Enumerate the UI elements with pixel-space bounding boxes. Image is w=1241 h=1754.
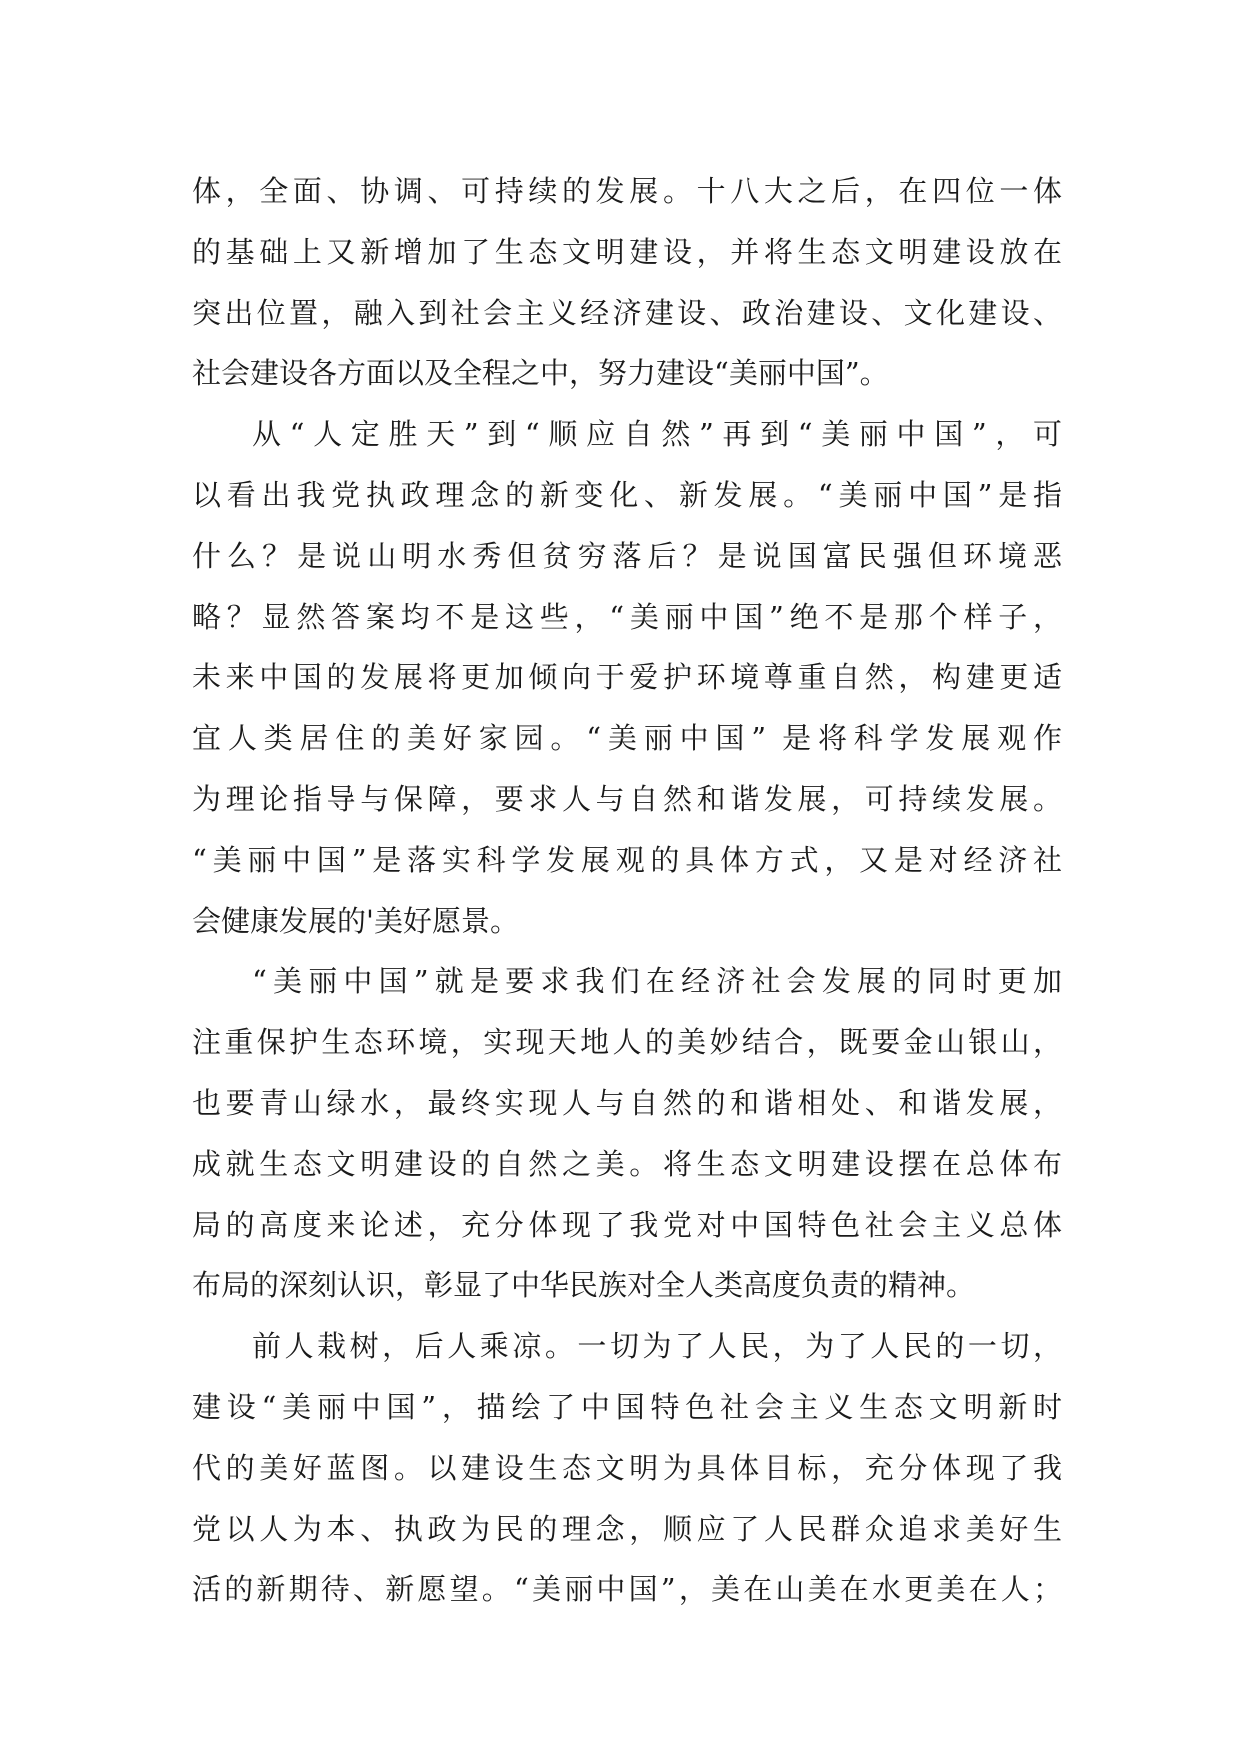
- text-line: 代的美好蓝图。以建设生态文明为具体目标，充分体现了我: [192, 1450, 1062, 1485]
- text-line: 体，全面、协调、可持续的发展。十八大之后，在四位一体: [192, 174, 1062, 208]
- paragraph-end-line: 社会建设各方面以及全程之中，努力建设“美丽中国”。: [192, 356, 889, 391]
- text-line: 的基础上又新增加了生态文明建设，并将生态文明建设放在: [192, 234, 1062, 269]
- text-line: 略？显然答案均不是这些，“美丽中国”绝不是那个样子，: [192, 599, 1062, 634]
- text-line: 以看出我党执政理念的新变化、新发展。“美丽中国”是指: [192, 477, 1062, 512]
- text-line: 未来中国的发展将更加倾向于爱护环境尊重自然，构建更适: [192, 660, 1062, 695]
- text-line: 建设“美丽中国”，描绘了中国特色社会主义生态文明新时: [192, 1389, 1062, 1424]
- body-text: [192, 161, 1062, 1620]
- paragraph-end-line: 布局的深刻认识，彰显了中华民族对全人类高度负责的精神。: [192, 1268, 976, 1303]
- text-line: 注重保护生态环境，实现天地人的美妙结合，既要金山银山，: [192, 1025, 1062, 1060]
- paragraph-end-line: 会健康发展的'美好愿景。: [192, 903, 519, 938]
- text-line: 局的高度来论述，充分体现了我党对中国特色社会主义总体: [192, 1207, 1062, 1242]
- text-line: 活的新期待、新愿望。“美丽中国”，美在山美在水更美在人；: [192, 1572, 1062, 1607]
- paragraph-first-line: 前人栽树，后人乘凉。一切为了人民，为了人民的一切，: [252, 1329, 1062, 1364]
- paragraph-first-line: “美丽中国”就是要求我们在经济社会发展的同时更加: [252, 964, 1062, 999]
- text-line: 也要青山绿水，最终实现人与自然的和谐相处、和谐发展，: [192, 1085, 1062, 1120]
- text-line: 什么？是说山明水秀但贫穷落后？是说国富民强但环境恶: [192, 538, 1062, 573]
- text-line: 宜人类居住的美好家园。“美丽中国” 是将科学发展观作: [192, 721, 1062, 756]
- text-line: 成就生态文明建设的自然之美。将生态文明建设摆在总体布: [192, 1146, 1062, 1181]
- text-line: “美丽中国”是落实科学发展观的具体方式，又是对经济社: [192, 842, 1062, 877]
- text-line: 党以人为本、执政为民的理念，顺应了人民群众追求美好生: [192, 1511, 1062, 1546]
- text-line: 突出位置，融入到社会主义经济建设、政治建设、文化建设、: [192, 295, 1062, 330]
- text-line: 为理论指导与保障，要求人与自然和谐发展，可持续发展。: [192, 781, 1062, 816]
- paragraph-first-line: 从“人定胜天”到“顺应自然”再到“美丽中国”，可: [252, 417, 1062, 452]
